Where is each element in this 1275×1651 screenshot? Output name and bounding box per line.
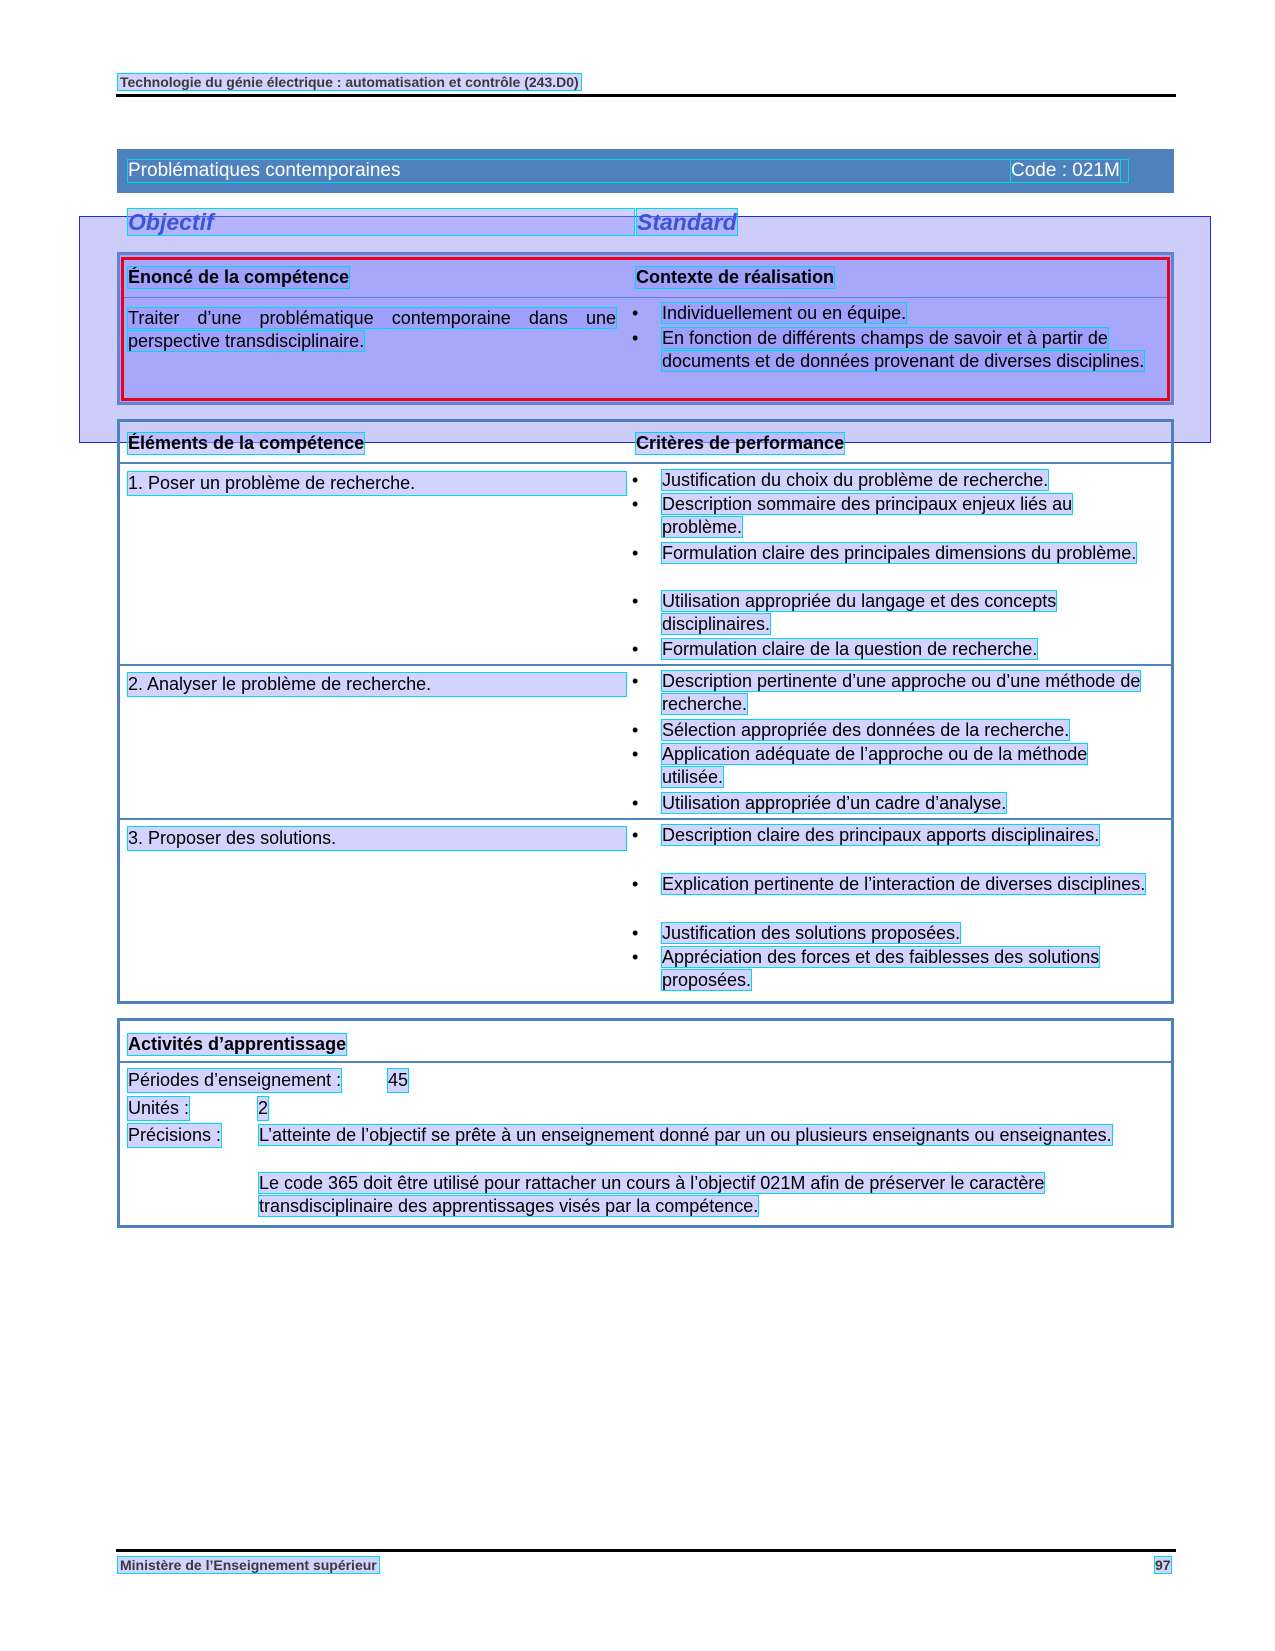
bullet-icon: • bbox=[632, 470, 639, 490]
criterion-item: • Appréciation des forces et des faiblesses des solutions proposées. bbox=[632, 947, 1100, 990]
elements-heading: Éléments de la compétence bbox=[128, 433, 365, 453]
bullet-icon: • bbox=[632, 591, 639, 611]
precision-paragraph: Le code 365 doit être utilisé pour rattacher un cours à l’objectif 021M afin de préserver le caractère transdisciplinaire des apprentissages visés par la compétence. bbox=[259, 1173, 1045, 1216]
criterion-item: • Description pertinente d’une approche ou d’une méthode de recherche. bbox=[632, 671, 1141, 714]
unites-value: 2 bbox=[258, 1098, 269, 1118]
criterion-item: • Formulation claire des principales dimensions du problème. bbox=[632, 543, 1137, 563]
bullet-icon: • bbox=[632, 671, 639, 691]
element-label: 3. Proposer des solutions. bbox=[128, 827, 626, 850]
bullet-icon: • bbox=[632, 874, 639, 894]
bullet-icon: • bbox=[632, 639, 639, 659]
criterion-item: • Justification des solutions proposées. bbox=[632, 923, 961, 943]
enonce-text: Traiter d’une problématique contemporaine dans une perspective transdisciplinaire. bbox=[128, 308, 616, 351]
header-rule bbox=[116, 94, 1176, 97]
bullet-icon: • bbox=[632, 947, 639, 967]
criterion-item: • Utilisation appropriée d’un cadre d’analyse. bbox=[632, 793, 1007, 813]
page-number: 97 bbox=[1155, 1557, 1171, 1573]
contexte-item: • Individuellement ou en équipe. bbox=[632, 303, 907, 323]
standard-label: Standard bbox=[637, 209, 737, 235]
criterion-item: • Description sommaire des principaux enjeux liés au problème. bbox=[632, 494, 1073, 537]
periodes-label: Périodes d’enseignement : bbox=[128, 1070, 342, 1090]
bullet-icon: • bbox=[632, 923, 639, 943]
row-divider bbox=[120, 664, 1171, 666]
criterion-item: • Formulation claire de la question de recherche. bbox=[632, 639, 1038, 659]
criterion-item: • Application adéquate de l’approche ou de la méthode utilisée. bbox=[632, 744, 1088, 787]
activites-heading: Activités d’apprentissage bbox=[128, 1034, 347, 1054]
criterion-item: • Justification du choix du problème de recherche. bbox=[632, 470, 1049, 490]
objectif-label: Objectif bbox=[128, 209, 634, 235]
bullet-icon: • bbox=[632, 744, 639, 764]
footer-ministry: Ministère de l’Enseignement supérieur bbox=[120, 1557, 377, 1573]
periodes-value: 45 bbox=[388, 1070, 409, 1090]
unites-label: Unités : bbox=[128, 1098, 190, 1118]
activites-divider bbox=[120, 1061, 1171, 1063]
element-label: 1. Poser un problème de recherche. bbox=[128, 472, 626, 495]
course-title: Problématiques contemporaines bbox=[128, 160, 1128, 182]
contexte-item: • En fonction de différents champs de savoir et à partir de documents et de données provenant de diverses disciplines. bbox=[632, 328, 1145, 371]
enonce-heading: Énoncé de la compétence bbox=[128, 267, 350, 287]
bullet-icon: • bbox=[632, 825, 639, 845]
bullet-icon: • bbox=[632, 793, 639, 813]
criteria-heading: Critères de performance bbox=[636, 433, 845, 453]
bullet-icon: • bbox=[632, 720, 639, 740]
bullet-icon: • bbox=[632, 494, 639, 514]
precisions-label: Précisions : bbox=[128, 1125, 222, 1145]
contexte-heading: Contexte de réalisation bbox=[636, 267, 835, 287]
course-code: Code : 021M bbox=[1011, 160, 1120, 181]
row-divider bbox=[120, 462, 1171, 464]
precision-paragraph: L’atteinte de l’objectif se prête à un enseignement donné par un ou plusieurs enseignants ou enseignantes. bbox=[259, 1125, 1112, 1145]
document-header: Technologie du génie électrique : automatisation et contrôle (243.D0) bbox=[120, 74, 579, 90]
bullet-icon: • bbox=[632, 303, 639, 323]
element-label: 2. Analyser le problème de recherche. bbox=[128, 673, 626, 696]
bullet-icon: • bbox=[632, 328, 639, 348]
criterion-item: • Explication pertinente de l’interaction de diverses disciplines. bbox=[632, 874, 1146, 894]
criterion-item: • Sélection appropriée des données de la recherche. bbox=[632, 720, 1070, 740]
criterion-item: • Description claire des principaux apports disciplinaires. bbox=[632, 825, 1100, 845]
footer-rule bbox=[116, 1549, 1176, 1552]
criterion-item: • Utilisation appropriée du langage et des concepts disciplinaires. bbox=[632, 591, 1057, 634]
row-divider bbox=[120, 818, 1171, 820]
bullet-icon: • bbox=[632, 543, 639, 563]
